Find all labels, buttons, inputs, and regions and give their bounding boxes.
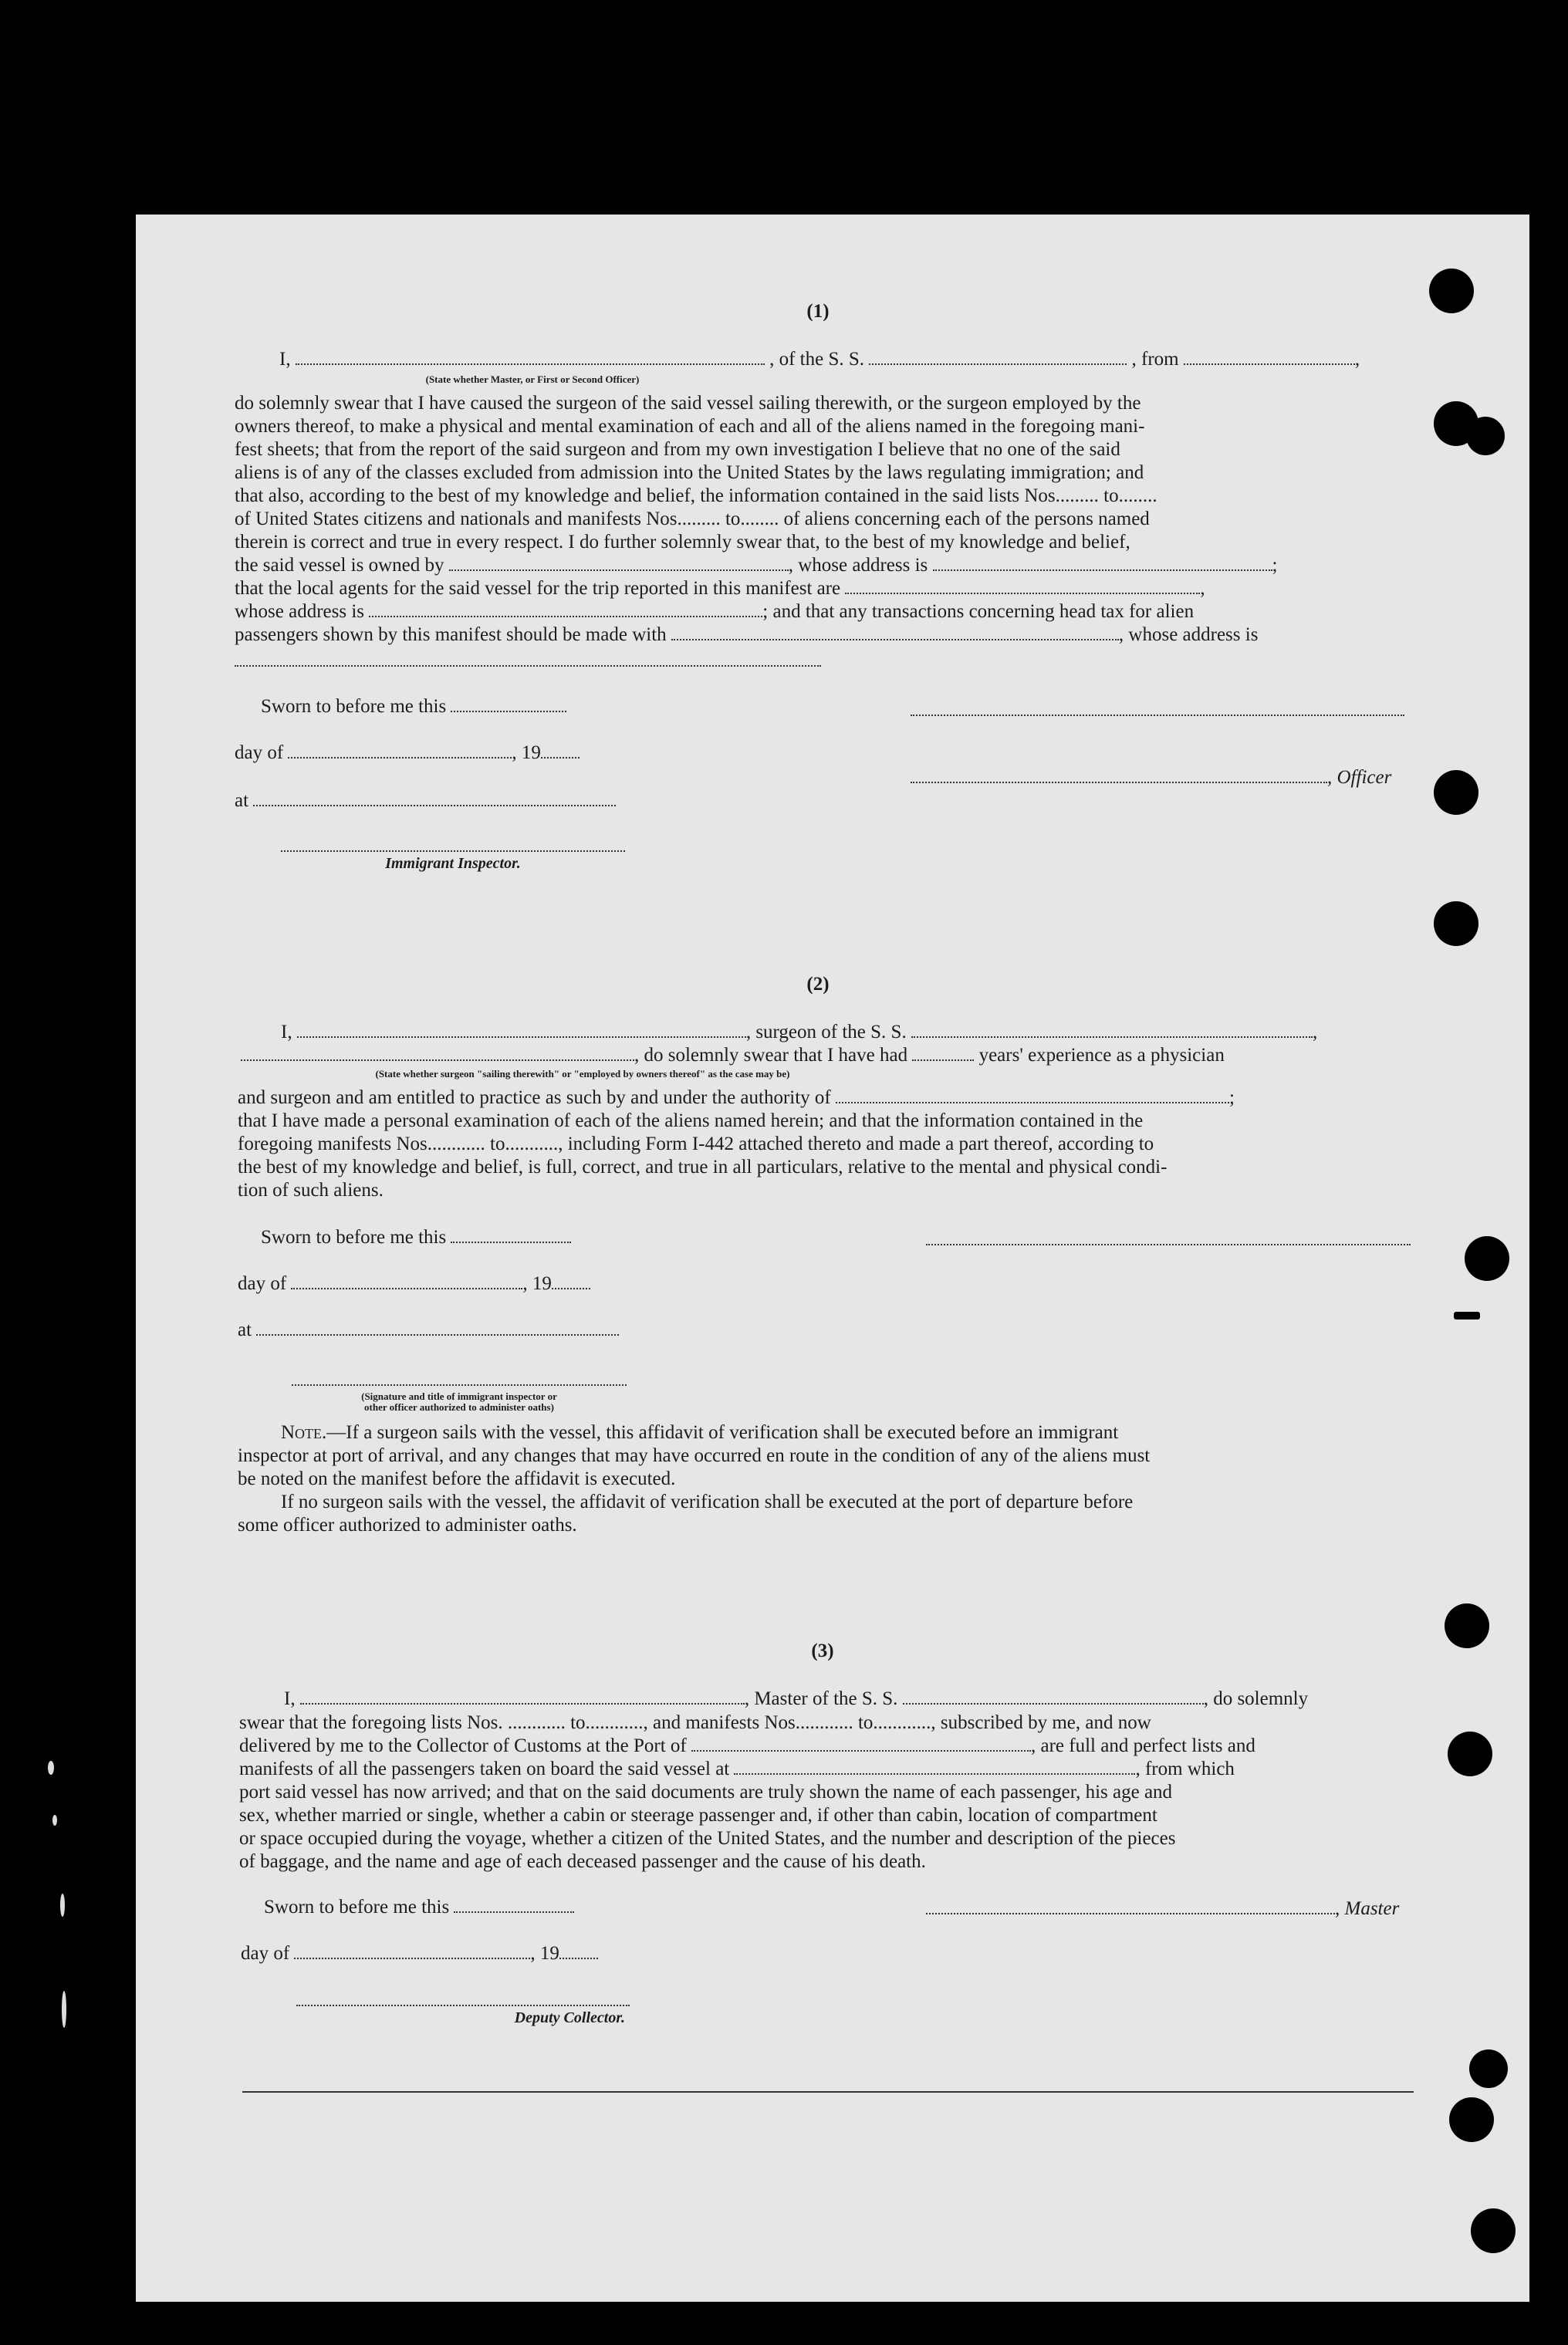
punch-hole-4 xyxy=(1434,770,1478,815)
head-tax-label: ; and that any transactions concerning head tax for alien xyxy=(762,601,1195,622)
boarding-port-field[interactable] xyxy=(734,1769,1135,1775)
section-1-number: (1) xyxy=(806,301,830,322)
section-3-number: (3) xyxy=(811,1640,834,1661)
day-row-3 xyxy=(241,1943,598,1965)
punch-hole-9 xyxy=(1469,2049,1508,2088)
note-line: inspector at port of arrival, and any changes that may have occurred en route in the condition of any of the aliens must xyxy=(238,1445,1151,1466)
inspector-label: Immigrant Inspector. xyxy=(385,855,521,872)
note-line-1: Note.—If a surgeon sails with the vessel, this affidavit of verification shall be executed before an immigrant xyxy=(281,1422,1119,1443)
body-line: that also, according to the best of my knowledge and belief, the information contained in the said lists Nos......... to........ xyxy=(235,485,1157,506)
body-line: of United States citizens and nationals and manifests Nos......... to........ of aliens concerning each of the persons named xyxy=(235,509,1150,529)
manifests-label: manifests of all the passengers taken on board the said vessel at xyxy=(239,1759,730,1779)
head-tax-address-field[interactable] xyxy=(235,665,821,667)
delivered-label: delivered by me to the Collector of Customs at the Port of xyxy=(239,1735,687,1756)
sworn-day-field-2[interactable] xyxy=(451,1237,571,1243)
edge-mark xyxy=(1454,1312,1480,1319)
section-2-body xyxy=(238,1086,1411,1202)
of-ss-label: , of the S. S. xyxy=(769,349,865,370)
do-solemnly-label: , do solemnly swear that I have had xyxy=(634,1045,908,1066)
intro-i: I, xyxy=(279,349,291,370)
section-1-body xyxy=(235,392,1407,647)
at-place-field[interactable] xyxy=(253,800,616,806)
note-line: If no surgeon sails with the vessel, the affidavit of verification shall be executed at the port of departure before xyxy=(281,1492,1134,1512)
inspector-signature-line[interactable] xyxy=(281,850,625,852)
month-field-3[interactable] xyxy=(294,1953,530,1959)
body-line: therein is correct and true in every respect. I do further solemnly swear that, to the best of my knowledge and belief, xyxy=(235,532,1130,552)
whose-address-label-3: , whose address is xyxy=(1118,624,1259,645)
note-line: be noted on the manifest before the affidavit is executed. xyxy=(238,1468,676,1489)
deputy-signature-line[interactable] xyxy=(296,2005,630,2006)
section-2-solemn xyxy=(241,1045,1225,1066)
role-hint: (State whether Master, or First or Second Officer) xyxy=(425,373,640,385)
delivered-line xyxy=(239,1735,1417,1758)
sworn-day-field-3[interactable] xyxy=(454,1907,574,1913)
speck xyxy=(62,1991,66,2028)
passengers-label: passengers shown by this manifest should be made with xyxy=(235,624,667,645)
sworn-day-field[interactable] xyxy=(451,706,566,712)
at-place-field-2[interactable] xyxy=(256,1330,619,1336)
at-label: at xyxy=(238,1319,252,1340)
day-of-label: day of xyxy=(241,1943,290,1964)
body-line: that I have made a personal examination of each of the aliens named herein; and that the information contained in the xyxy=(238,1110,1144,1131)
local-agents-field[interactable] xyxy=(845,588,1200,594)
section-1-intro: I, , of the S. S. , from , xyxy=(279,349,1360,370)
officer-name-field[interactable] xyxy=(296,359,765,365)
master-label: , Master xyxy=(1335,1898,1400,1919)
passengers-line xyxy=(235,623,1407,647)
owned-by-label: the said vessel is owned by xyxy=(235,555,444,576)
section-3-intro xyxy=(284,1688,1308,1710)
note-label: Note. xyxy=(281,1422,327,1443)
intro-i: I, xyxy=(284,1688,296,1709)
punch-hole-10 xyxy=(1449,2097,1494,2142)
punch-hole-6 xyxy=(1465,1236,1509,1281)
punch-hole-1 xyxy=(1429,269,1474,313)
day-of-label: day of xyxy=(235,742,284,763)
speck xyxy=(48,1761,54,1775)
master-vessel-field[interactable] xyxy=(903,1698,1204,1705)
punch-hole-11 xyxy=(1471,2208,1516,2253)
vessel-name-field[interactable] xyxy=(869,359,1127,365)
whose-address-label-2: whose address is xyxy=(235,601,365,622)
section-3-body xyxy=(239,1711,1417,1874)
years-field[interactable] xyxy=(912,1055,974,1061)
year-field-3[interactable] xyxy=(559,1953,598,1959)
agents-address-field[interactable] xyxy=(369,611,762,617)
surgeon-role-field[interactable] xyxy=(241,1055,634,1061)
section-2-intro: I, , surgeon of the S. S. , xyxy=(281,1022,1318,1042)
deputy-label: Deputy Collector. xyxy=(514,2009,625,2026)
master-of-label: , Master of the S. S. xyxy=(744,1688,898,1709)
body-line: aliens is of any of the classes excluded from admission into the United States by the laws regulating immigration; and xyxy=(235,462,1144,483)
day-row-2 xyxy=(238,1273,590,1295)
body-line: or space occupied during the voyage, whether a citizen of the United States, and the number and description of the pieces xyxy=(239,1828,1176,1849)
from-label: , from xyxy=(1131,349,1179,370)
year-label: , 19 xyxy=(512,742,541,763)
punch-hole-8 xyxy=(1448,1732,1492,1776)
local-agents-line: that the local agents for the said vessel for the trip reported in this manifest are , xyxy=(235,578,1205,599)
punch-hole-3 xyxy=(1466,417,1505,455)
agents-address-line xyxy=(235,600,1407,623)
surgeon-of-label: , surgeon of the S. S. xyxy=(745,1022,907,1042)
month-field-2[interactable] xyxy=(291,1283,522,1289)
at-row-1 xyxy=(235,790,616,812)
year-field-2[interactable] xyxy=(552,1283,590,1289)
punch-hole-5 xyxy=(1434,901,1478,946)
local-agents-label: that the local agents for the said vessel for the trip reported in this manifest are xyxy=(235,578,841,599)
section-2-number: (2) xyxy=(806,974,830,995)
from-port-field[interactable] xyxy=(1184,359,1355,365)
bottom-rule xyxy=(242,2091,1414,2093)
year-label: , 19 xyxy=(530,1943,559,1964)
sworn-row-3 xyxy=(264,1897,574,1918)
sworn-label: Sworn to before me this xyxy=(261,696,447,717)
officer-row xyxy=(911,767,1391,789)
day-of-label: day of xyxy=(238,1273,287,1294)
from-which-label: , from which xyxy=(1135,1759,1235,1779)
body-line: fest sheets; that from the report of the said surgeon and from my own investigation I believe that no one of the said xyxy=(235,439,1120,460)
speck xyxy=(60,1894,65,1917)
port-field[interactable] xyxy=(691,1745,1031,1752)
body-line: foregoing manifests Nos............ to..........., including Form I-442 attached thereto and made a part thereof, according to xyxy=(238,1134,1154,1154)
full-lists-label: , are full and perfect lists and xyxy=(1031,1735,1255,1756)
owner-address-field[interactable] xyxy=(933,565,1272,571)
sig-hint-1: (Signature and title of immigrant inspector or xyxy=(361,1390,557,1402)
years-exp-label: years' experience as a physician xyxy=(978,1045,1225,1066)
head-tax-contact-field[interactable] xyxy=(671,634,1119,640)
body-line: swear that the foregoing lists Nos. ............ to............, and manifests Nos............ to............, subscribed by me, and now xyxy=(239,1712,1151,1733)
body-line: tion of such aliens. xyxy=(238,1180,384,1201)
day-row-1 xyxy=(235,742,580,764)
body-line: the best of my knowledge and belief, is full, correct, and true in all particulars, relative to the mental and physical condi- xyxy=(238,1157,1168,1178)
at-label: at xyxy=(235,790,249,811)
master-signature-row xyxy=(926,1898,1399,1920)
officer-label: , Officer xyxy=(1327,767,1392,788)
punch-hole-7 xyxy=(1445,1603,1489,1648)
do-solemnly-label: , do solemnly xyxy=(1203,1688,1309,1709)
surgeon-vessel-field[interactable] xyxy=(911,1032,1313,1038)
authority-label: and surgeon and am entitled to practice as such by and under the authority of xyxy=(238,1087,831,1108)
master-name-field[interactable] xyxy=(300,1698,745,1705)
body-line: of baggage, and the name and age of each deceased passenger and the cause of his death. xyxy=(239,1851,926,1872)
owner-field[interactable] xyxy=(449,565,789,571)
manifests-line xyxy=(239,1758,1417,1781)
sworn-label: Sworn to before me this xyxy=(261,1227,447,1248)
body-line: sex, whether married or single, whether a cabin or steerage passenger and, if other than cabin, location of compartment xyxy=(239,1805,1157,1826)
authority-line: and surgeon and am entitled to practice as such by and under the authority of ; xyxy=(238,1087,1235,1108)
sig-hint-2: other officer authorized to administer oaths) xyxy=(364,1401,554,1413)
whose-address-label: , whose address is xyxy=(788,555,928,576)
sworn-row-2 xyxy=(261,1227,571,1249)
authority-field[interactable] xyxy=(836,1097,1229,1103)
officer-signature-line-top[interactable] xyxy=(911,715,1404,716)
administering-officer-line[interactable] xyxy=(292,1384,627,1386)
note-block xyxy=(238,1421,1418,1537)
at-row-2 xyxy=(238,1319,619,1341)
sworn-label: Sworn to before me this xyxy=(264,1897,450,1918)
body-line: port said vessel has now arrived; and that on the said documents are truly shown the name of each passenger, his age and xyxy=(239,1782,1173,1803)
surgeon-signature-line[interactable] xyxy=(926,1244,1411,1245)
speck xyxy=(52,1815,57,1826)
master-signature-field[interactable] xyxy=(926,1908,1335,1914)
surgeon-hint: (State whether surgeon "sailing therewith" or "employed by owners thereof" as the case may be) xyxy=(375,1068,790,1080)
officer-signature-field[interactable] xyxy=(911,777,1327,783)
year-label: , 19 xyxy=(522,1273,552,1294)
year-field[interactable] xyxy=(541,752,580,759)
body-line: do solemnly swear that I have caused the surgeon of the said vessel sailing therewith, or the surgeon employed by the xyxy=(235,393,1141,414)
surgeon-name-field[interactable] xyxy=(297,1032,746,1038)
owned-by-line: the said vessel is owned by , whose address is ; xyxy=(235,555,1278,576)
note-line: some officer authorized to administer oaths. xyxy=(238,1515,577,1536)
sworn-row-1 xyxy=(261,696,566,718)
intro-i: I, xyxy=(281,1022,292,1042)
body-line: owners thereof, to make a physical and mental examination of each and all of the aliens named in the foregoing mani- xyxy=(235,416,1145,437)
month-field[interactable] xyxy=(288,752,512,759)
